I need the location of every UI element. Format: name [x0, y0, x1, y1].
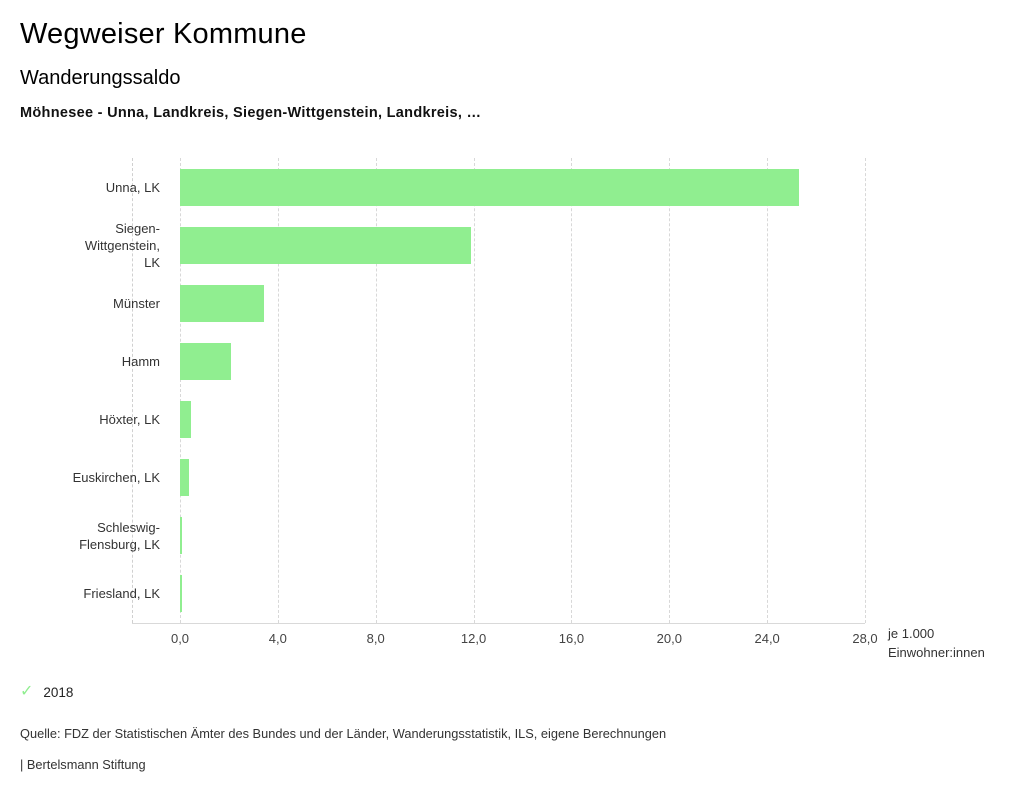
bar[interactable] — [180, 227, 471, 264]
gridline — [669, 158, 670, 623]
y-axis-label — [0, 220, 160, 271]
y-axis-label — [0, 585, 160, 602]
bar-chart — [0, 150, 1024, 660]
x-axis-tick-label: 28,0 — [852, 631, 878, 646]
y-axis-label — [0, 519, 160, 553]
check-icon: ✓ — [20, 683, 34, 700]
x-axis-unit-label — [888, 624, 985, 662]
bar[interactable] — [180, 285, 264, 322]
gridline — [865, 158, 866, 623]
gridline — [474, 158, 475, 623]
y-axis-label-line: Wittgenstein, — [84, 237, 160, 253]
gridline — [571, 158, 572, 623]
bar[interactable] — [180, 517, 182, 554]
page-title: Wegweiser Kommune — [20, 18, 307, 50]
bar[interactable] — [180, 401, 191, 438]
y-axis-label — [0, 353, 160, 370]
y-axis-label — [0, 295, 160, 312]
chart-legend[interactable] — [20, 684, 73, 700]
x-axis-line — [132, 623, 865, 624]
y-axis-label-line: Friesland, LK — [83, 586, 160, 602]
y-axis-label-line: Euskirchen, LK — [72, 470, 160, 486]
x-axis-tick-label: 12,0 — [460, 631, 487, 646]
plot-area — [180, 158, 865, 623]
y-axis-label-line: Flensburg, LK — [79, 536, 160, 552]
y-axis-label-line: Münster — [113, 295, 160, 311]
bar[interactable] — [180, 343, 231, 380]
x-axis-tick-label: 20,0 — [656, 631, 682, 646]
x-axis-unit-line1: je 1.000 — [888, 626, 935, 641]
y-axis-label — [0, 469, 160, 486]
y-axis-label-line: Hamm — [121, 353, 160, 369]
y-axis-label-line: Siegen- — [115, 220, 160, 236]
legend-item-label: 2018 — [43, 684, 74, 700]
y-axis-label — [0, 411, 160, 428]
x-axis-tick-label: 4,0 — [268, 631, 287, 646]
credit-note: | Bertelsmann Stiftung — [20, 757, 146, 772]
y-axis-label — [0, 179, 160, 196]
x-axis-unit-line2: Einwohner:innen — [888, 645, 985, 660]
bar[interactable] — [180, 169, 799, 206]
x-axis-tick-label: 16,0 — [558, 631, 585, 646]
region-selection-label: Möhnesee - Unna, Landkreis, Siegen-Wittgenstein, Landkreis, … — [20, 105, 482, 121]
bar[interactable] — [180, 459, 189, 496]
gridline — [767, 158, 768, 623]
source-note: Quelle: FDZ der Statistischen Ämter des Bundes und der Länder, Wanderungsstatistik, ILS, eigene Berechnungen — [20, 726, 667, 741]
y-axis-labels — [0, 158, 172, 623]
y-axis-label-line: LK — [144, 254, 160, 270]
x-axis-tick-label: 8,0 — [366, 631, 385, 646]
y-axis-label-line: Schleswig- — [97, 519, 160, 535]
y-axis-label-line: Höxter, LK — [99, 412, 160, 428]
x-axis-tick-label: 24,0 — [754, 631, 780, 646]
y-axis-label-line: Unna, LK — [105, 179, 160, 195]
bar[interactable] — [180, 575, 182, 612]
x-axis-tick-label: 0,0 — [170, 631, 190, 646]
chart-subtitle: Wanderungssaldo — [20, 67, 181, 89]
